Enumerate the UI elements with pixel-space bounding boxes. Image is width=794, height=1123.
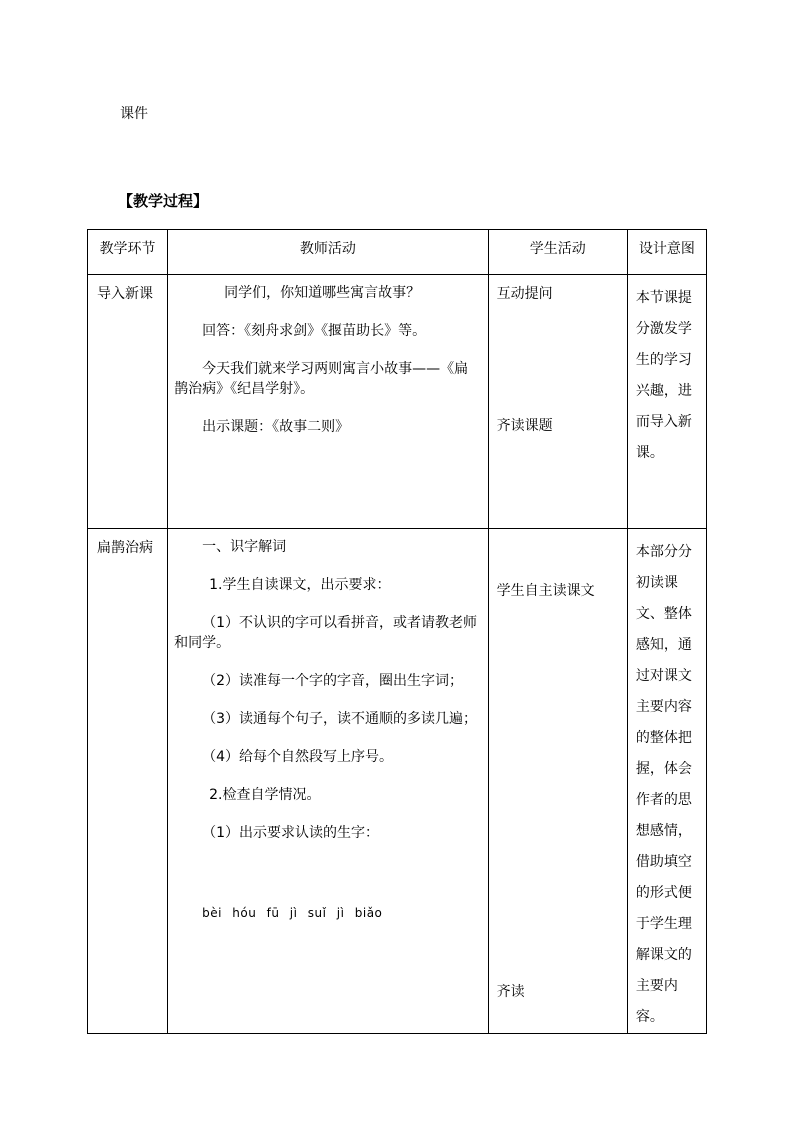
table-row: [88, 275, 707, 529]
stage-cell: 导入新课: [88, 275, 168, 529]
teacher-line: 今天我们就来学习两则寓言小故事——《扁鹊治病》《纪昌学射》。: [174, 361, 469, 397]
teacher-activity-cell: [168, 275, 489, 529]
design-intent-cell: 本节课提分激发学生的学习兴趣，进而导入新课。: [627, 275, 706, 529]
teacher-line: （1）出示要求认读的生字：: [202, 825, 380, 841]
teacher-line: （4）给每个自然段写上序号。: [202, 749, 394, 765]
teacher-line: （1）不认识的字可以看拼音，或者请教老师和同学。: [174, 615, 478, 651]
student-line: 互动提问: [496, 286, 553, 302]
section-title: 【教学过程】: [118, 192, 209, 210]
student-line: 齐读课题: [496, 418, 553, 434]
table-row: [88, 529, 707, 1034]
header-design-intent: 设计意图: [627, 230, 706, 275]
courseware-label: 课件: [120, 106, 148, 122]
teacher-line: （3）读通每个句子，读不通顺的多读几遍；: [202, 711, 478, 727]
teacher-line: 2.检查自学情况。: [209, 787, 321, 803]
header-student-activity: 学生活动: [488, 230, 627, 275]
student-activity-cell: [488, 529, 627, 1034]
lesson-plan-table: [87, 229, 707, 1034]
teacher-line: 1.学生自读课文，出示要求：: [209, 577, 391, 593]
teacher-line: 一、识字解词: [202, 539, 287, 555]
teacher-line: 回答：《刻舟求剑》《揠苗助长》等。: [202, 323, 427, 339]
design-intent-cell: 本部分分初读课文、整体感知，通过对课文主要内容的整体把握，体会作者的思想感情，借助填空的形式便于学生理解课文的主要内容。: [627, 529, 706, 1034]
student-line: 学生自主读课文: [496, 583, 595, 599]
teacher-line: （2）读准每一个字的字音，圈出生字词；: [202, 673, 464, 689]
stage-cell: 扁鹊治病: [88, 529, 168, 1034]
header-teacher-activity: 教师活动: [168, 230, 489, 275]
teacher-line: 出示课题：《故事二则》: [202, 419, 350, 435]
table-header-row: [88, 230, 707, 275]
teacher-line: 同学们，你知道哪些寓言故事？: [224, 285, 421, 301]
teacher-activity-cell: [168, 529, 489, 1034]
header-stage: 教学环节: [88, 230, 168, 275]
student-line: 齐读: [496, 984, 525, 1000]
pinyin-line: bèi hóu fū jì suǐ jì biǎo: [202, 906, 383, 920]
student-activity-cell: [488, 275, 627, 529]
